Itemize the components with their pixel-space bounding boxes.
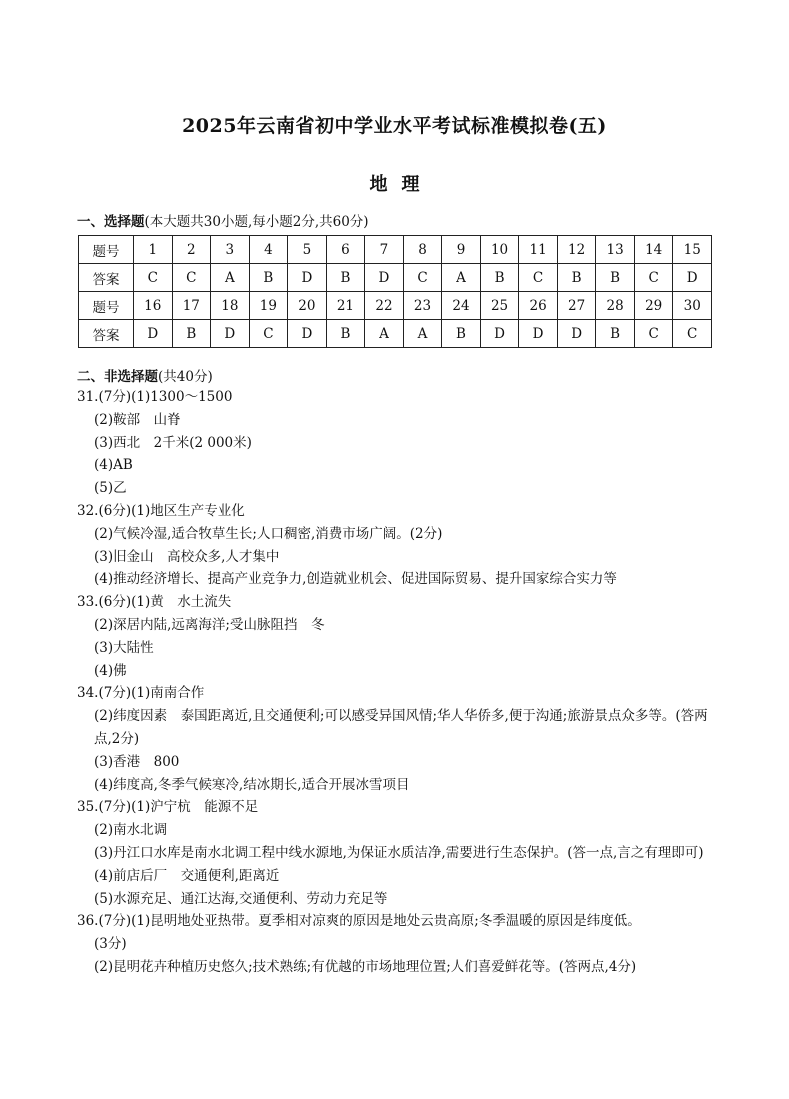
question-number: 7: [365, 236, 404, 264]
question-number: 25: [480, 292, 519, 320]
question-number: 28: [596, 292, 635, 320]
question-number: 1: [134, 236, 173, 264]
question-number: 10: [480, 236, 519, 264]
answer-line: (5)乙: [94, 480, 127, 497]
answer-cell: A: [442, 264, 481, 292]
answer-cell: D: [134, 320, 173, 348]
answer-cell: D: [365, 264, 404, 292]
row-label: 答案: [79, 320, 134, 348]
section-one-note: (本大题共30小题,每小题2分,共60分): [144, 214, 369, 230]
question-number: 11: [519, 236, 558, 264]
answer-cell: C: [634, 264, 673, 292]
answer-cell: A: [365, 320, 404, 348]
answer-cell: C: [134, 264, 173, 292]
section-two-title: 二、非选择题: [77, 369, 158, 385]
question-number: 30: [673, 292, 712, 320]
answer-cell: D: [288, 320, 327, 348]
answer-cell: C: [673, 320, 712, 348]
answer-line: 31.(7分)(1)1300～1500: [77, 389, 233, 405]
section-one-heading: [77, 210, 369, 230]
answer-cell: B: [596, 320, 635, 348]
section-one-title: 一、选择题: [77, 214, 145, 230]
answer-line: 33.(6分)(1)黄 水土流失: [77, 594, 232, 611]
answer-line: (3)大陆性: [94, 639, 154, 656]
question-number: 18: [211, 292, 250, 320]
table-row: [79, 292, 712, 320]
answer-line: (4)AB: [94, 457, 133, 474]
answer-line: (2)纬度因素 泰国距离近,且交通便利;可以感受异国风情;华人华侨多,便于沟通;旅游景点众多等。(答两点,2分): [94, 708, 708, 747]
row-label: 答案: [79, 264, 134, 292]
question-number: 13: [596, 236, 635, 264]
question-number: 20: [288, 292, 327, 320]
answer-lines: [77, 386, 727, 979]
exam-title: 2025年云南省初中学业水平考试标准模拟卷(五): [182, 115, 607, 137]
answer-line: 36.(7分)(1)昆明地处亚热带。夏季相对凉爽的原因是地处云贵高原;冬季温暖的原因是纬度低。: [77, 913, 641, 930]
answer-key-table: [78, 235, 712, 348]
question-number: 16: [134, 292, 173, 320]
question-number: 27: [557, 292, 596, 320]
answer-cell: B: [249, 264, 288, 292]
answer-cell: B: [172, 320, 211, 348]
answer-cell: D: [557, 320, 596, 348]
answer-line: (4)推动经济增长、提高产业竞争力,创造就业机会、促进国际贸易、提升国家综合实力等: [94, 571, 617, 588]
answer-line: (2)深居内陆,远离海洋;受山脉阻挡 冬: [94, 616, 325, 633]
table-row: [79, 264, 712, 292]
answer-line: (3)丹江口水库是南水北调工程中线水源地,为保证水质洁净,需要进行生态保护。(答一点,言之有理即可): [94, 844, 704, 861]
table-row: [79, 236, 712, 264]
question-number: 4: [249, 236, 288, 264]
answer-cell: C: [634, 320, 673, 348]
question-number: 14: [634, 236, 673, 264]
answer-cell: B: [442, 320, 481, 348]
subject-heading: 地理: [369, 174, 434, 195]
question-number: 5: [288, 236, 327, 264]
question-number: 21: [326, 292, 365, 320]
answer-cell: C: [403, 264, 442, 292]
answer-cell: B: [557, 264, 596, 292]
question-number: 26: [519, 292, 558, 320]
answer-cell: D: [673, 264, 712, 292]
answer-cell: B: [326, 264, 365, 292]
answer-line: (4)前店后厂 交通便利,距离近: [94, 867, 280, 884]
question-number: 2: [172, 236, 211, 264]
question-number: 15: [673, 236, 712, 264]
answer-line: (4)佛: [94, 662, 127, 679]
answer-line: (3分): [94, 936, 127, 953]
answer-line: (4)纬度高,冬季气候寒冷,结冰期长,适合开展冰雪项目: [94, 776, 410, 793]
answer-line: (2)昆明花卉种植历史悠久;技术熟练;有优越的市场地理位置;人们喜爱鲜花等。(答两点,4分): [94, 958, 637, 975]
question-number: 6: [326, 236, 365, 264]
answer-line: (3)西北 2千米(2 000米): [94, 434, 252, 451]
question-number: 23: [403, 292, 442, 320]
answer-line: 35.(7分)(1)沪宁杭 能源不足: [77, 799, 259, 816]
answer-cell: B: [480, 264, 519, 292]
question-number: 29: [634, 292, 673, 320]
answer-cell: C: [172, 264, 211, 292]
table-row: [79, 320, 712, 348]
section-two-heading: [77, 365, 213, 385]
question-number: 9: [442, 236, 481, 264]
answer-cell: D: [288, 264, 327, 292]
answer-line: 34.(7分)(1)南南合作: [77, 685, 205, 702]
answer-line: (5)水源充足、通江达海,交通便利、劳动力充足等: [94, 890, 388, 907]
question-number: 12: [557, 236, 596, 264]
section-two-note: (共40分): [158, 369, 213, 385]
answer-line: (2)鞍部 山脊: [94, 411, 181, 428]
answer-line: (2)气候冷湿,适合牧草生长;人口稠密,消费市场广阔。(2分): [94, 525, 443, 542]
answer-cell: A: [211, 264, 250, 292]
answer-cell: B: [326, 320, 365, 348]
answer-line: (2)南水北调: [94, 822, 168, 839]
row-label: 题号: [79, 292, 134, 320]
question-number: 24: [442, 292, 481, 320]
answer-cell: D: [480, 320, 519, 348]
answer-cell: A: [403, 320, 442, 348]
question-number: 19: [249, 292, 288, 320]
answer-cell: D: [211, 320, 250, 348]
answer-cell: C: [249, 320, 288, 348]
question-number: 22: [365, 292, 404, 320]
answer-line: (3)旧金山 高校众多,人才集中: [94, 548, 280, 565]
answer-cell: B: [596, 264, 635, 292]
answer-cell: D: [519, 320, 558, 348]
answer-line: (3)香港 800: [94, 753, 180, 770]
row-label: 题号: [79, 236, 134, 264]
answer-line: 32.(6分)(1)地区生产专业化: [77, 502, 245, 519]
question-number: 8: [403, 236, 442, 264]
question-number: 17: [172, 292, 211, 320]
question-number: 3: [211, 236, 250, 264]
answer-cell: C: [519, 264, 558, 292]
